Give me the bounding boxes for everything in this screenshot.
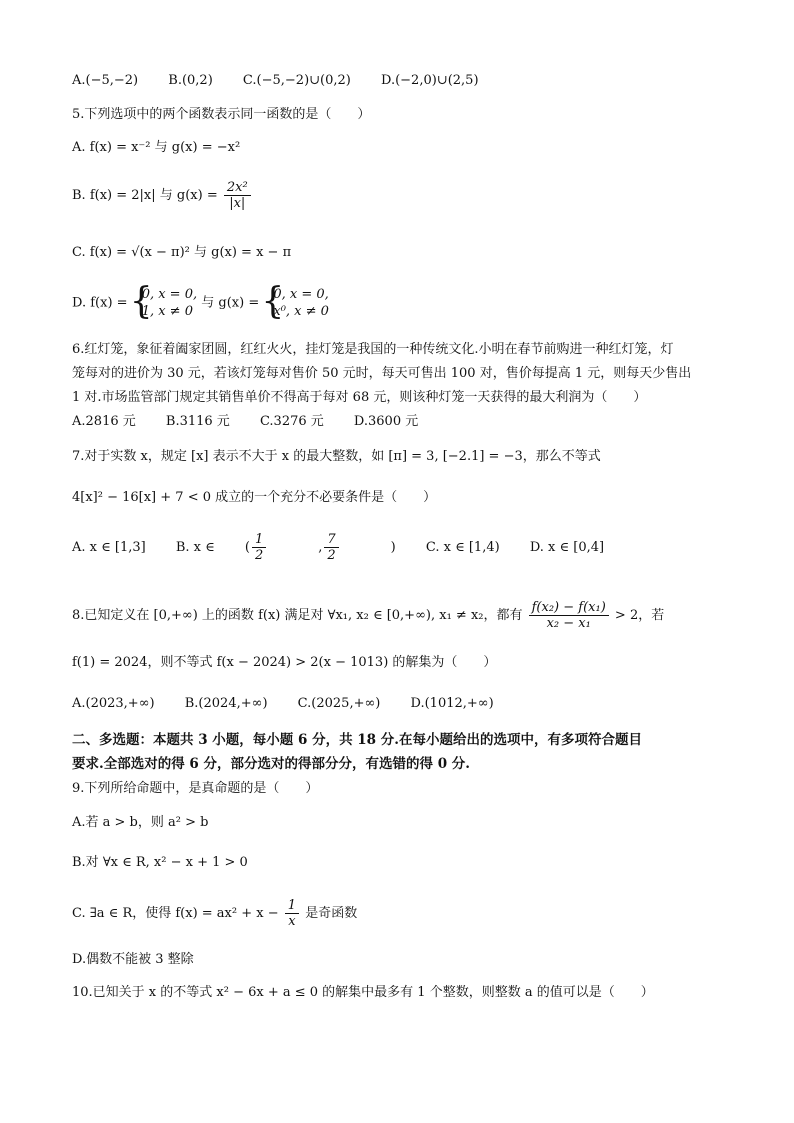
q7-frac-1-num: 1 [252,532,266,548]
section-2-heading-line-1: 二、多选题：本题共 3 小题，每小题 6 分，共 18 分.在每小题给出的选项中，有多项符合题目 [72,732,642,748]
q9-stem: 9.下列所给命题中，是真命题的是（ ） [72,781,319,796]
q8-fraction-numerator: f(x₂) − f(x₁) [529,600,609,616]
q8-line-1-left: 8.已知定义在 [0,+∞) 上的函数 f(x) 满足对 ∀x₁, x₂ ∈ [0,+∞), x₁ ≠ x₂，都有 [72,608,523,623]
q5-option-c: C. f(x) = √(x − π)² 与 g(x) = x − π [72,245,292,260]
q8-option-c: C.(2025,+∞) [297,696,381,711]
q5-option-d-prefix: D. f(x) = [72,295,128,311]
q8-fraction-denominator: x₂ − x₁ [546,616,591,631]
q9-option-d: D.偶数不能被 3 整除 [72,952,194,967]
q7-option-b-left: B. x ∈ [175,540,215,555]
q4-option-a: A.(−5,−2) [72,73,139,88]
q7-option-a: A. x ∈ [1,3] [72,540,146,555]
q9-option-c-fraction [285,898,299,929]
q5-option-a: A. f(x) = x⁻² 与 g(x) = −x² [72,140,241,155]
q8-option-d: D.(1012,+∞) [410,696,494,711]
q6-option-c: C.3276 元 [259,414,324,429]
q9-option-a: A.若 a > b，则 a² > b [72,815,209,830]
section-2-heading-line-2: 要求.全部选对的得 6 分，部分选对的得部分分，有选错的得 0 分. [72,756,470,772]
q5-f-case-1: { 0, x = 0, [141,287,198,302]
q8-options [72,695,520,713]
q5-option-b-fraction [224,180,251,211]
q5-option-d-piecewise-f [132,286,197,320]
q8-line-1-right: > 2，若 [614,608,665,623]
q4-option-d: D.(−2,0)∪(2,5) [381,73,479,88]
q9-option-c-right: 是奇函数 [305,906,358,921]
q5-f-case-2: 1, x ≠ 0 [141,304,193,319]
q7-option-b-frac-2 [324,532,364,563]
q5-option-d-piecewise-g [263,286,329,320]
q10-stem: 10.已知关于 x 的不等式 x² − 6x + a ≤ 0 的解集中最多有 1 个整数，则整数 a 的值可以是（ ） [72,985,654,1000]
q5-option-b-denominator: |x| [229,196,246,211]
q9-option-c-left: C. ∃a ∈ R，使得 f(x) = ax² + x − [72,906,279,921]
q7-frac-2-num: 7 [324,532,338,548]
q4-option-b: B.(0,2) [168,73,213,88]
q8-option-a: A.(2023,+∞) [72,696,155,711]
q6-line-1: 6.红灯笼，象征着阖家团圆，红红火火，挂灯笼是我国的一种传统文化.小明在春节前购进一种红灯笼，灯 [72,342,674,357]
q9-option-b: B.对 ∀x ∈ R, x² − x + 1 > 0 [72,855,248,870]
q7-option-b: B. x ∈ ( $\frac{1}{2}$ , $\frac{7}{2}$ ) [175,532,396,563]
q6-option-b: B.3116 元 [165,414,230,429]
q8-line-2: f(1) = 2024，则不等式 f(x − 2024) > 2(x − 1013) 的解集为（ ） [72,655,497,670]
q6-option-a: A.2816 元 [72,414,136,429]
q8-fraction [529,600,609,631]
q5-option-b-numerator: 2x² [224,180,251,196]
q5-option-d-mid: 与 g(x) = [201,295,260,311]
q5-g-case-1: { 0, x = 0, [273,287,329,302]
q7-option-b-frac-1 [252,532,292,563]
q7-line-2: 4[x]² − 16[x] + 7 < 0 成立的一个充分不必要条件是（ ） [72,490,437,505]
q9-option-c-numerator: 1 [285,898,299,914]
q5-option-b [72,180,253,211]
q8-line-1 [72,600,664,631]
q9-option-c-denominator: x [288,914,296,929]
q9-option-c [72,898,357,929]
q7-options [72,532,630,563]
q7-frac-1-den: 2 [254,548,264,563]
q5-stem: 5.下列选项中的两个函数表示同一函数的是（ ） [72,107,371,122]
q7-option-c: C. x ∈ [1,4) [425,540,500,555]
q7-frac-2-den: 2 [327,548,336,563]
q6-line-3: 1 对.市场监管部门规定其销售单价不得高于每对 68 元，则该种灯笼一天获得的最大利润为（ ） [72,390,647,405]
q7-line-1: 7.对于实数 x，规定 [x] 表示不大于 x 的最大整数，如 [π] = 3, [−2.1] = −3，那么不等式 [72,449,601,464]
q5-option-b-left: B. f(x) = 2|x| 与 g(x) = [72,188,218,203]
q4-options [72,72,505,90]
q6-option-d: D.3600 元 [353,414,419,429]
q5-option-d [72,286,329,320]
q7-option-d: D. x ∈ [0,4] [529,540,605,555]
q6-options [72,413,444,431]
q5-g-case-2: x⁰, x ≠ 0 [273,304,329,319]
q6-line-2: 笼每对的进价为 30 元，若该灯笼每对售价 50 元时，每天可售出 100 对，售价每提高 1 元，则每天少售出 [72,366,692,381]
q4-option-c: C.(−5,−2)∪(0,2) [242,73,351,88]
q8-option-b: B.(2024,+∞) [184,696,268,711]
